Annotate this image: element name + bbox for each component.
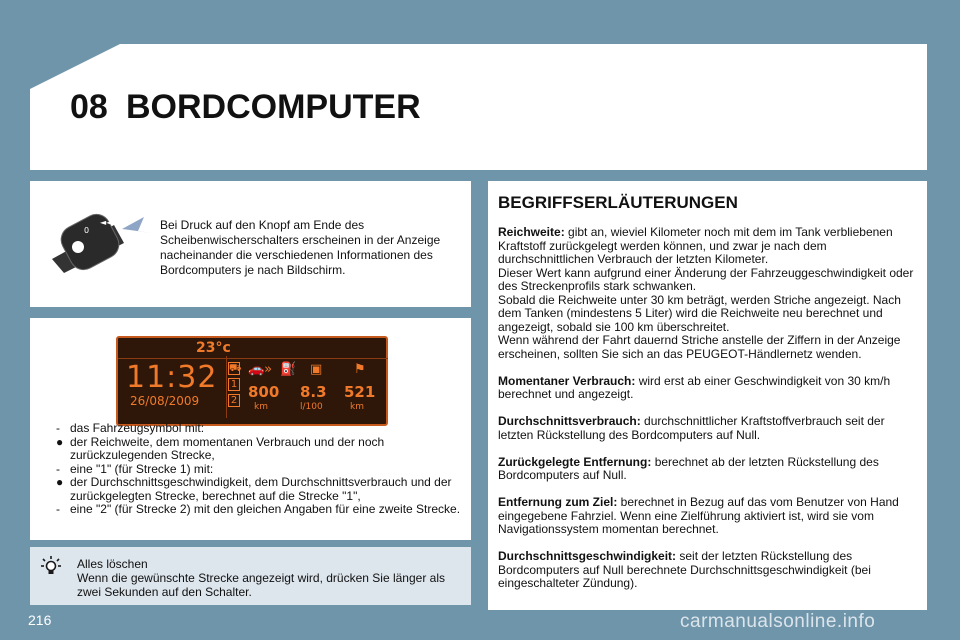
tip-body: Wenn die gewünschte Strecke angezeigt wird, drücken Sie länger als zwei Sekunden auf den Schalter.	[77, 571, 445, 599]
chapter-title: BORDCOMPUTER	[126, 88, 421, 126]
date-readout: 26/08/2009	[130, 394, 200, 408]
list-item: ● der Reichweite, dem momentanen Verbrauch und der noch zurückzulegenden Strecke,	[56, 434, 385, 462]
chapter-number: 08	[70, 88, 108, 126]
definition-text: seit der letzten Rückstellung des Bordcomputers auf Null berechnete Durchschnittsgeschwindigkeit (bei eingeschalteter Zündung).	[498, 549, 871, 590]
stalk-description: Bei Druck auf den Knopf am Ende des Scheibenwischerschalters erscheinen in der Anzeige nacheinander die verschiedenen Informationen des Bordcomputers je nach Bildschirm.	[160, 218, 441, 277]
definition-item	[498, 496, 920, 537]
fuel-can-icon: ▣	[310, 362, 323, 377]
tip-title: Alles löschen	[77, 557, 148, 571]
display-panel	[30, 318, 471, 540]
range-unit: km	[254, 402, 268, 412]
checkered-flag-icon: ⚑	[354, 362, 366, 377]
definition-term: Durchschnittsverbrauch:	[498, 414, 641, 428]
distance-unit: km	[350, 402, 364, 412]
page-number: 216	[28, 612, 52, 628]
definition-text: wird erst ab einer Geschwindigkeit von 30 km/h berechnet und angezeigt.	[498, 373, 891, 401]
definition-item	[498, 550, 920, 591]
definition-term: Reichweite:	[498, 225, 565, 239]
trip-1-tab: 1	[228, 378, 240, 391]
definition-item	[498, 226, 920, 361]
list-item: - eine "2" (für Strecke 2) mit den gleichen Angaben für eine zweite Strecke.	[56, 502, 461, 516]
definition-text: durchschnittlicher Kraftstoffverbrauch seit der letzten Rückstellung des Bordcomputers auf Null.	[498, 414, 885, 442]
consumption-unit: l/100	[300, 402, 323, 412]
list-item: - das Fahrzeugsymbol mit:	[56, 421, 205, 435]
definition-item	[498, 375, 920, 402]
range-value: 800	[248, 383, 280, 401]
car-range-icon: 🚗»	[248, 362, 273, 377]
definition-term: Zurückgelegte Entfernung:	[498, 454, 652, 469]
definition-item	[498, 456, 920, 483]
display-divider	[118, 358, 388, 359]
fuel-pump-icon: ⛽	[280, 362, 297, 377]
definition-text: Sobald die Reichweite unter 30 km beträgt, werden Striche angezeigt. Nach dem Tanken (mindestens 5 Liter) wird die Reichweite neu berechnet und angezeigt, sobald sie 100 km überschreitet.	[498, 292, 901, 334]
trip-2-tab: 2	[228, 394, 240, 407]
distance-value: 521	[344, 383, 376, 401]
svg-text:0: 0	[84, 226, 90, 235]
temperature-readout: 23°c	[196, 340, 231, 356]
definitions-heading: BEGRIFFSERLÄUTERUNGEN	[498, 193, 738, 212]
car-tab-icon: ⛟	[229, 363, 242, 374]
display-divider	[226, 356, 227, 418]
svg-text:◄◄: ◄◄	[100, 218, 113, 227]
display-item-list	[56, 422, 461, 517]
definition-text: gibt an, wieviel Kilometer noch mit dem im Tank verbliebenen Kraftstoff zurückgelegt werden können, und zwar je nach dem durchschnittlichen Verbrauch der letzten Kilometer.	[498, 225, 893, 266]
definition-text: Dieser Wert kann aufgrund einer Änderung der Fahrzeuggeschwindigkeit oder des Streckenprofils stark schwanken.	[498, 265, 914, 293]
definition-text: berechnet in Bezug auf das vom Benutzer von Hand eingegebene Fahrziel. Wenn eine Zielführung aktiviert ist, wird sie vom Navigationssystem momentan berechnet.	[498, 495, 899, 536]
definitions-body	[498, 226, 920, 604]
multifunction-display	[116, 336, 388, 426]
clock-readout: 11:32	[126, 360, 218, 395]
list-item: ● der Durchschnittsgeschwindigkeit, dem Durchschnittsverbrauch und der zurückgelegten Strecke, berechnet auf die Strecke "1",	[56, 475, 452, 503]
definitions-panel	[488, 181, 927, 610]
stalk-panel	[30, 181, 471, 307]
wiper-stalk-illustration-icon	[44, 203, 154, 273]
definition-term: Momentaner Verbrauch:	[498, 373, 636, 388]
list-item: - eine "1" (für Strecke 1) mit:	[56, 461, 214, 476]
tip-text	[77, 557, 462, 599]
consumption-value: 8.3	[300, 383, 327, 401]
definition-text: Wenn während der Fahrt dauernd Striche anstelle der Ziffern in der Anzeige erscheinen, sollten Sie sich an das PEUGEOT-Händlernetz wenden.	[498, 333, 901, 361]
definition-text: berechnet ab der letzten Rückstellung des Bordcomputers auf Null.	[498, 454, 879, 482]
watermark: carmanualsonline.info	[680, 611, 876, 632]
definition-term: Entfernung zum Ziel:	[498, 495, 618, 509]
definition-term: Durchschnittsgeschwindigkeit:	[498, 549, 677, 563]
tip-panel	[30, 547, 471, 605]
lightbulb-icon	[40, 555, 62, 577]
definition-item	[498, 415, 920, 442]
